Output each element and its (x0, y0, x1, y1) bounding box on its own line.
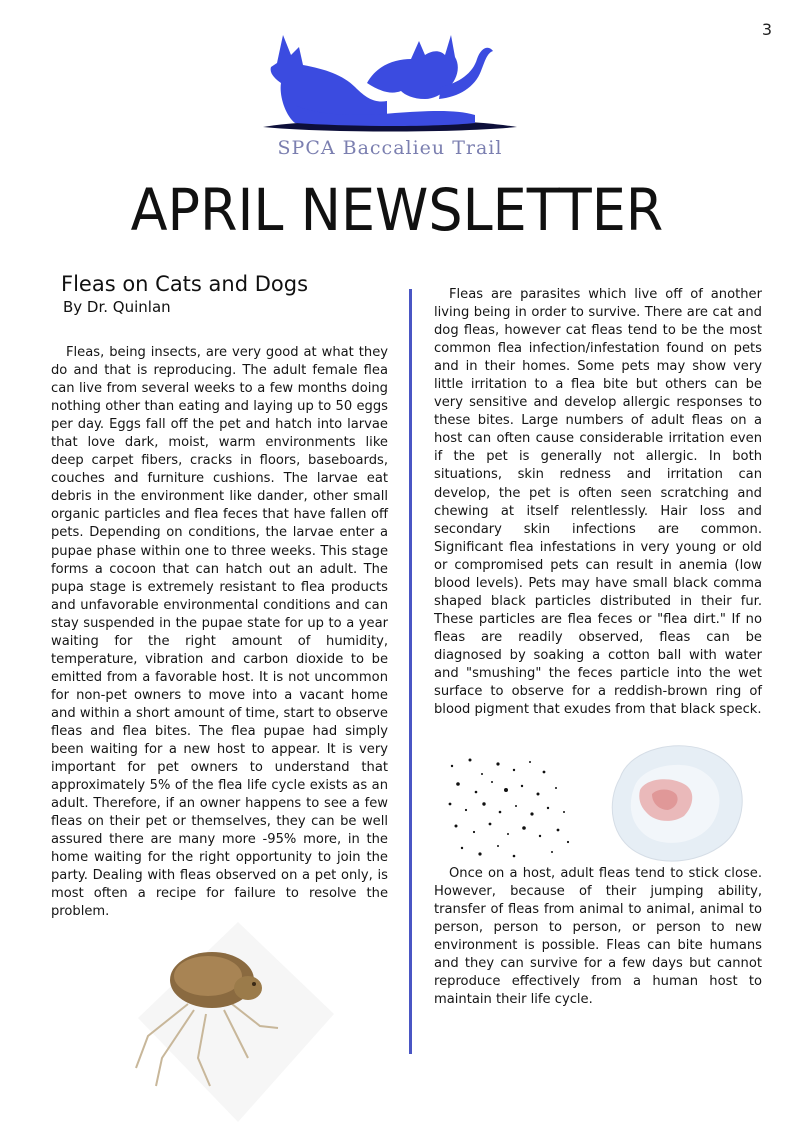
article-title: Fleas on Cats and Dogs (61, 272, 309, 296)
left-column (51, 272, 388, 922)
newsletter-title: APRIL NEWSLETTER (130, 176, 664, 244)
left-paragraph: Fleas, being insects, are very good at what they do and that is reproducing. The adult female flea can live from several weeks to a few months doing nothing other than eating and laying up to 50 eggs per day. Eggs fall off the pet and hatch into larvae that love dark, moist, warm environments like deep carpet fibers, cracks in floors, baseboards, couches and furniture cushions. The larvae eat debris in the environment like dander, other small organic particles and flea feces that have fallen off pets. Depending on conditions, the larvae enter a pupae phase within one to three weeks. This stage forms a cocoon that can hatch out an adult. The pupa stage is extremely resistant to flea products and unfavorable environmental conditions and can stay suspended in the pupae state for up to a year waiting for the right amount of humidity, temperature, vibration and carbon dioxide to be emitted from a favorable host. It is not uncommon for non-pet owners to move into a vacant home and within a short amount of time, start to observe fleas and flea bites. The flea pupae had simply been waiting for a new host to appear. It is very important for pet owners to understand that approximately 5% of the flea life cycle exists as an adult. Therefore, if an owner happens to see a few fleas on their pet or themselves, they can be well assured there are many more -95% more, in the home waiting for the right opportunity to join the party. Dealing with fleas observed on a pet only, is most often a recipe for failure to resolve the problem. (51, 345, 388, 920)
cotton-ball-image (600, 738, 748, 868)
right-paragraph-2: Once on a host, adult fleas tend to stick close. However, because of their jumping ability, transfer of fleas from animal to animal, animal to person, person to person, or person to new environment is possible. Fleas can bite humans and they can survive for a few days but cannot reproduce effectively from a human host to maintain their life cycle. (434, 866, 762, 1008)
flea-dirt-image (440, 752, 580, 864)
cat-dog-silhouette-icon (255, 25, 525, 135)
logo-organization-name: SPCA Baccalieu Trail (277, 137, 503, 159)
page-number: 3 (761, 20, 772, 39)
right-paragraph-1: Fleas are parasites which live off of another living being in order to survive. There are cat and dog fleas, however cat fleas tend to be the most common flea infection/infestation found on pets and in their homes. Some pets may show very little irritation to a flea bite but others can be very sensitive and develop allergic responses to these bites. Large numbers of adult fleas on a host can often cause considerable irritation even if the pet is generally not allergic. In both situations, skin redness and irritation can develop, the pet is often seen scratching and chewing at itself relentlessly. Hair loss and secondary skin infections are common. Significant flea infestations in very young or old or compromised pets can result in anemia (low blood levels). Pets may have small black comma shaped black particles distributed in their fur. These particles are flea feces or "flea dirt." If no fleas are readily observed, fleas can be diagnosed by soaking a cotton ball with water and "smushing" the feces particle into the wet surface to observe for a reddish-brown ring of blood pigment that exudes from that black speck. (434, 287, 762, 718)
spca-logo (255, 25, 525, 170)
right-column (434, 286, 762, 1010)
flea-photo (128, 918, 338, 1128)
article-byline: By Dr. Quinlan (63, 298, 171, 316)
column-divider (409, 289, 412, 1054)
